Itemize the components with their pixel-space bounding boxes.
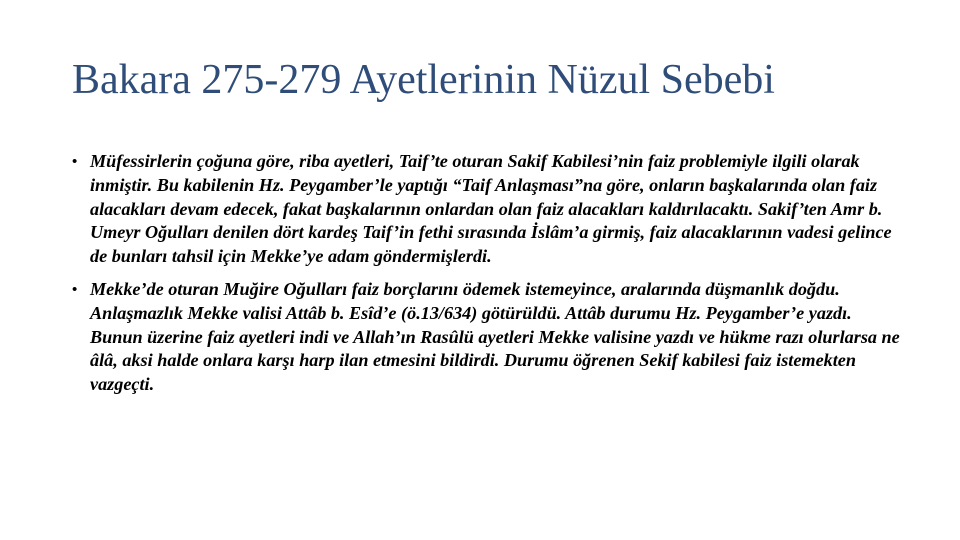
- bullet-text: Mekke’de oturan Muğire Oğulları faiz borçlarını ödemek istemeyince, aralarında düşmanlık doğdu. Anlaşmazlık Mekke valisi Attâb b. Esîd’e (ö.13/634) götürüldü. Attâb durumu Hz. Peygamber’e yazdı. Bunun üzerine faiz ayetleri indi ve Allah’ın Rasûlü ayetleri Mekke valisine yazdı ve hükme razı olurlarsa ne âlâ, aksi halde onlara karşı harp ilan etmesini bildirdi. Durumu öğrenen Sekif kabilesi faiz istemekten vazgeçti.: [90, 278, 900, 395]
- bullet-text: Müfessirlerin çoğuna göre, riba ayetleri, Taif’te oturan Sakif Kabilesi’nin faiz problemiyle ilgili olarak inmiştir. Bu kabilenin Hz. Peygamber’le yaptığı “Taif Anlaşması”na göre, onların başkalarında olan faiz alacakları devam edecek, fakat başkalarının onlardan olan faiz alacakları kaldırılacaktı. Sakif’ten Amr b. Umeyr Oğulları denilen dört kardeş Taif’in fethi sırasında İslâm’a girmiş, faiz alacaklarının vadesi gelince de bunları tahsil için Mekke’ye adam göndermişlerdi.: [90, 151, 892, 267]
- bullet-item: [72, 278, 902, 397]
- bullet-marker: •: [72, 280, 78, 298]
- bullet-list: [72, 150, 902, 406]
- bullet-item: [72, 150, 902, 269]
- slide-title: Bakara 275-279 Ayetlerinin Nüzul Sebebi: [72, 57, 775, 103]
- bullet-marker: •: [72, 153, 78, 170]
